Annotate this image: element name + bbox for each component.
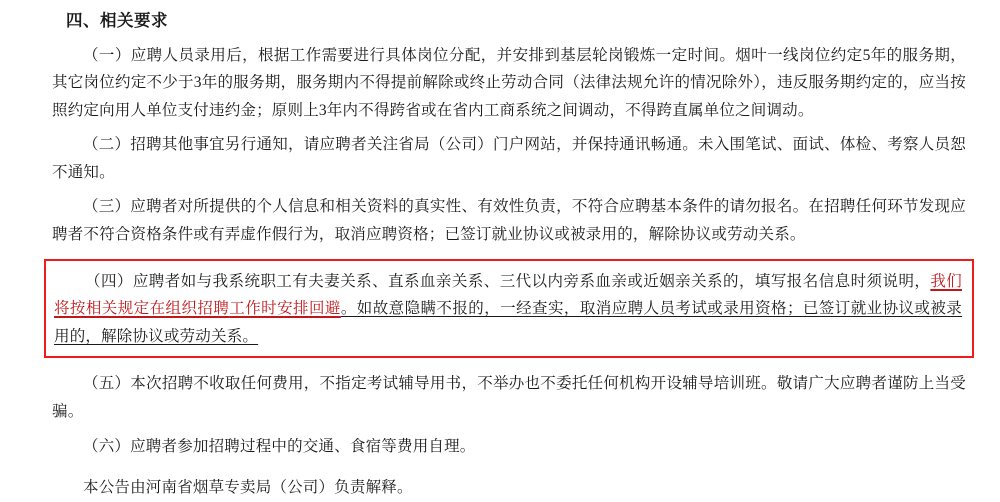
section-title: 四、相关要求 [66, 11, 168, 30]
highlighted-paragraph-box [44, 259, 974, 359]
paragraph-item-4 [54, 268, 962, 351]
paragraph-item-4-red-emphasis-a: 我们将按相关规定在组织招聘 [54, 272, 962, 318]
paragraph-item-4-red-emphasis-b: 工作时安排回避 [229, 300, 341, 318]
paragraph-item-1: （一）应聘人员录用后，根据工作需要进行具体岗位分配，并安排到基层轮岗锻炼一定时间。烟叶一线岗位约定5年的服务期，其它岗位约定不少于3年的服务期，服务期内不得提前解除或终止劳动合同（法律法规允许的情况除外），违反服务期约定的，应当按照约定向用人单位支付违约金；原则上3年内不得跨省或在省内工商系统之间调动，不得跨直属单位之间调动。 [52, 46, 966, 119]
closing-statement: 本公告由河南省烟草专卖局（公司）负责解释。 [83, 479, 413, 497]
paragraph-item-3: （三）应聘者对所提供的个人信息和相关资料的真实性、有效性负责，不符合应聘基本条件的请勿报名。在招聘任何环节发现应聘者不符合资格条件或有弄虚作假行为，取消应聘资格；已签订就业协议或被录用的，解除协议或劳动关系。 [52, 198, 966, 244]
paragraph-item-6: （六）应聘者参加招聘过程中的交通、食宿等费用自理。 [83, 437, 476, 455]
paragraph-item-2: （二）招聘其他事宜另行通知，请应聘者关注省局（公司）门户网站，并保持通讯畅通。未入围笔试、面试、体检、考察人员恕不通知。 [52, 136, 966, 181]
paragraph-item-4-lead: （四）应聘者如与我系统职工有夫妻关系、直系血亲关系、三代以内旁系血亲或近姻亲关系的，填写报名信息时须说明， [85, 272, 931, 290]
paragraph-item-5: （五）本次招聘不收取任何费用，不指定考试辅导用书，不举办也不委托任何机构开设辅导培训班。敬请广大应聘者谨防上当受骗。 [52, 375, 966, 420]
paragraph-item-4-tail: 。如故意隐瞒不报的，一经查实，取消应聘人员考试或录用资格；已签订就业协议或被录用的，解除协议或劳动关系。 [54, 300, 963, 345]
